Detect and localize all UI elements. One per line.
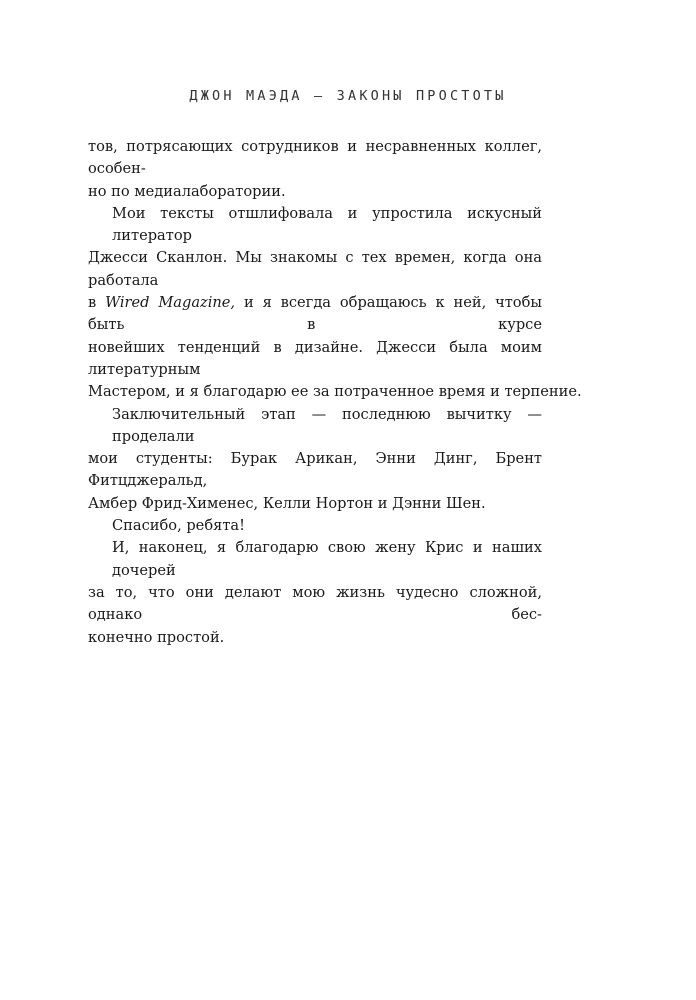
text-line: Спасибо, ребята! bbox=[112, 517, 245, 535]
paragraph-1 bbox=[88, 136, 542, 203]
magazine-title: Wired Magazine, bbox=[105, 294, 236, 312]
paragraph-5 bbox=[88, 537, 542, 648]
text-line: новейших тенденций в дизайне. Джесси была моим литературным bbox=[88, 338, 542, 378]
text-fragment: в bbox=[88, 294, 106, 312]
text-line: Мои тексты отшлифовала и упростила искусный литератор bbox=[112, 204, 542, 245]
text-line: тов, потрясающих сотрудников и несравненных коллег, особен- bbox=[88, 138, 542, 178]
text-line: конечно простой. bbox=[88, 628, 225, 646]
text-line: мои студенты: Бурак Арикан, Энни Динг, Брент Фитцджеральд, bbox=[88, 450, 542, 490]
text-line: И, наконец, я благодарю свою жену Крис и наших дочерей bbox=[112, 539, 542, 579]
paragraph-2 bbox=[88, 203, 582, 404]
text-line: за то, что они делают мою жизнь чудесно сложной, однако бес- bbox=[88, 583, 542, 624]
text-line: Джесси Сканлон. Мы знакомы с тех времен, когда она работала bbox=[88, 249, 542, 289]
text-line: Амбер Фрид-Хименес, Келли Нортон и Дэнни Шен. bbox=[88, 494, 486, 512]
paragraph-4 bbox=[88, 515, 542, 537]
running-head: ДЖОН МАЭДА — ЗАКОНЫ ПРОСТОТЫ bbox=[189, 88, 507, 104]
text-line: Заключительный этап — последнюю вычитку — проделали bbox=[112, 405, 542, 445]
text-line: но по медиалаборатории. bbox=[88, 182, 286, 200]
text-line bbox=[88, 292, 542, 337]
text-fragment: и я всегда обращаюсь к ней, чтобы быть в курсе bbox=[88, 294, 542, 334]
text-line: Мастером, и я благодарю ее за потраченное время и терпение. bbox=[88, 383, 582, 401]
paragraph-3 bbox=[88, 404, 542, 515]
body-text bbox=[88, 136, 582, 649]
